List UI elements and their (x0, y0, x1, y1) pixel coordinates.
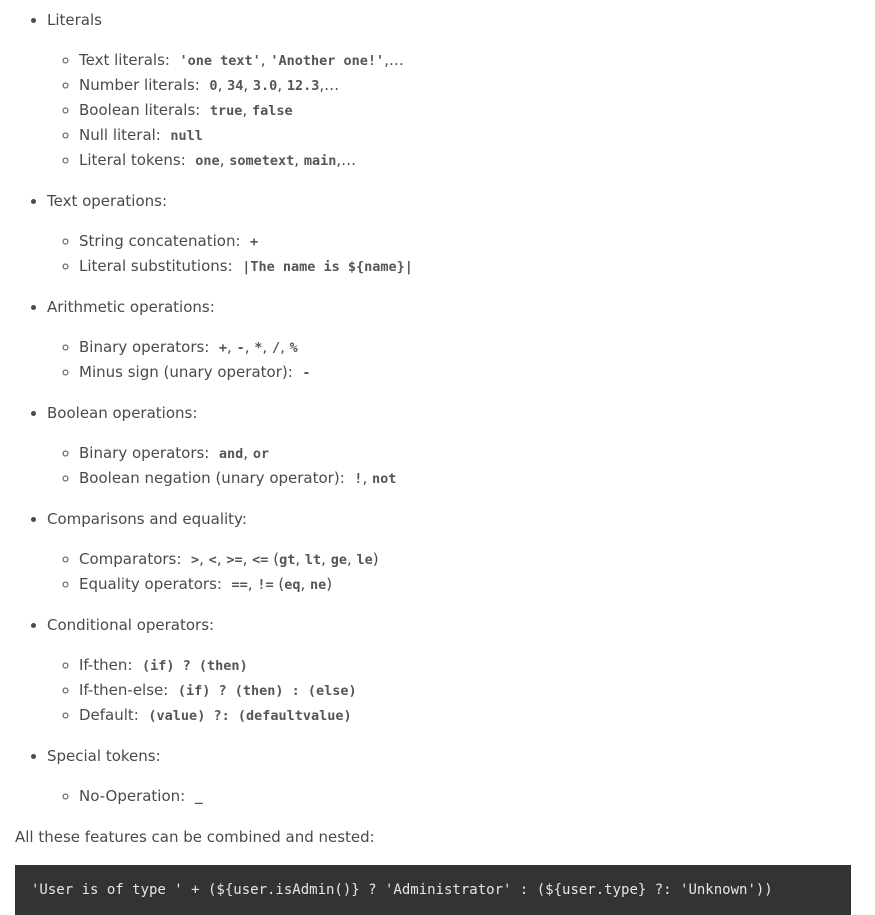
separator-text: , (243, 444, 253, 462)
section-item (47, 189, 875, 279)
item-label: Default: (79, 706, 139, 724)
separator-text: ( (273, 575, 285, 593)
code-block (15, 865, 851, 915)
code-token: main (303, 153, 337, 169)
separator-text: , (217, 76, 228, 94)
separator-text: , (321, 550, 331, 568)
item-label: Literal tokens: (79, 151, 186, 169)
code-token: eq (284, 577, 301, 593)
code-token: 'one text' (179, 53, 261, 69)
list-item (79, 254, 875, 279)
code-token: >= (226, 552, 243, 568)
item-label: Boolean negation (unary operator): (79, 469, 345, 487)
separator-text: , (227, 338, 237, 356)
separator-text: , (243, 76, 253, 94)
item-label: Equality operators: (79, 575, 222, 593)
code-token: le (356, 552, 373, 568)
section-item (47, 613, 875, 728)
list-item (79, 653, 875, 678)
code-token: <= (252, 552, 269, 568)
code-token: gt (279, 552, 296, 568)
sub-list (47, 653, 875, 728)
code-token: + (250, 234, 259, 250)
list-item (79, 678, 875, 703)
separator-text: , (260, 51, 271, 69)
code-token: != (257, 577, 274, 593)
item-label: Minus sign (unary operator): (79, 363, 293, 381)
code-token: + (218, 340, 228, 356)
separator-text: , (216, 550, 227, 568)
code-token: _ (194, 789, 203, 805)
section-item (47, 401, 875, 491)
section-title: • Text operations: (47, 192, 167, 210)
list-item (79, 360, 875, 385)
list-item (79, 148, 875, 173)
sub-list (47, 547, 875, 597)
list-item (79, 229, 875, 254)
list-item (79, 335, 875, 360)
list-item (79, 466, 875, 491)
code-token: ! (354, 471, 363, 487)
separator-text: , (280, 338, 290, 356)
code-token: == (231, 577, 248, 593)
list-item (79, 784, 875, 809)
code-token: null (170, 128, 203, 144)
list-item (79, 48, 875, 73)
item-label: Boolean literals: (79, 101, 201, 119)
section-title: • Comparisons and equality: (47, 510, 247, 528)
separator-text: ) (372, 550, 379, 568)
item-label: Null literal: (79, 126, 161, 144)
separator-text: , (219, 151, 230, 169)
separator-text: , (346, 550, 357, 568)
code-token: 'Another one!' (270, 53, 385, 69)
section-item (47, 8, 875, 173)
separator-text: ) (326, 575, 333, 593)
list-item (79, 547, 875, 572)
section-title: • Conditional operators: (47, 616, 215, 634)
item-label: Binary operators: (79, 338, 210, 356)
list-item (79, 73, 875, 98)
code-token: ne (310, 577, 327, 593)
section-item (47, 295, 875, 385)
code-token: < (208, 552, 217, 568)
separator-text: , (247, 575, 258, 593)
item-label: Number literals: (79, 76, 200, 94)
code-token: ge (330, 552, 347, 568)
separator-text: , (244, 338, 255, 356)
separator-text: ( (268, 550, 280, 568)
separator-text: ,… (384, 51, 404, 69)
item-label: Comparators: (79, 550, 182, 568)
section-item (47, 507, 875, 597)
code-token: |The name is ${name}| (242, 259, 413, 275)
item-label: String concatenation: (79, 232, 241, 250)
list-item (79, 441, 875, 466)
separator-text: ,… (319, 76, 340, 94)
code-token: (if) ? (then) : (else) (177, 683, 357, 699)
code-example: 'User is of type ' + (${user.isAdmin()} ? 'Administrator' : (${user.type} ?: 'Unknown')) (31, 882, 773, 898)
list-item (79, 98, 875, 123)
section-title: • Literals (47, 11, 102, 29)
code-token: * (254, 340, 263, 356)
code-token: true (209, 103, 243, 119)
item-label: Binary operators: (79, 444, 210, 462)
outro-text: All these features can be combined and nested: (15, 828, 375, 846)
code-token: lt (304, 552, 322, 568)
section-title: • Arithmetic operations: (47, 298, 215, 316)
sub-list (47, 335, 875, 385)
separator-text: , (199, 550, 209, 568)
code-token: (value) ?: (defaultvalue) (148, 708, 352, 724)
item-label: No-Operation: (79, 787, 186, 805)
code-token: (if) ? (then) (142, 658, 248, 674)
item-label: Text literals: (79, 51, 170, 69)
code-token: not (371, 471, 397, 487)
sub-list (47, 229, 875, 279)
sub-list (47, 441, 875, 491)
section-title: • Special tokens: (47, 747, 161, 765)
code-token: - (302, 365, 311, 381)
code-token: / (271, 340, 281, 356)
code-token: 3.0 (252, 78, 278, 94)
code-token: > (190, 552, 200, 568)
separator-text: , (362, 469, 372, 487)
section-item (47, 744, 875, 809)
code-token: 0 (209, 78, 218, 94)
separator-text: , (294, 151, 304, 169)
code-token: % (289, 340, 298, 356)
separator-text: , (277, 76, 287, 94)
separator-text: , (242, 101, 252, 119)
item-label: If-then: (79, 656, 133, 674)
separator-text: ,… (336, 151, 357, 169)
code-token: one (195, 153, 220, 169)
code-token: 12.3 (286, 78, 320, 94)
separator-text: , (300, 575, 311, 593)
code-token: or (252, 446, 270, 462)
section-title: • Boolean operations: (47, 404, 198, 422)
sub-list (47, 48, 875, 173)
separator-text: , (295, 550, 305, 568)
list-item (79, 572, 875, 597)
code-token: sometext (229, 153, 295, 169)
code-token: 34 (227, 78, 244, 94)
item-label: Literal substitutions: (79, 257, 233, 275)
sub-list (47, 784, 875, 809)
code-token: false (251, 103, 293, 119)
code-token: - (236, 340, 245, 356)
list-item (79, 123, 875, 148)
list-item (79, 703, 875, 728)
item-label: If-then-else: (79, 681, 169, 699)
separator-text: , (262, 338, 272, 356)
code-token: and (218, 446, 244, 462)
separator-text: , (242, 550, 253, 568)
feature-list (0, 8, 875, 809)
